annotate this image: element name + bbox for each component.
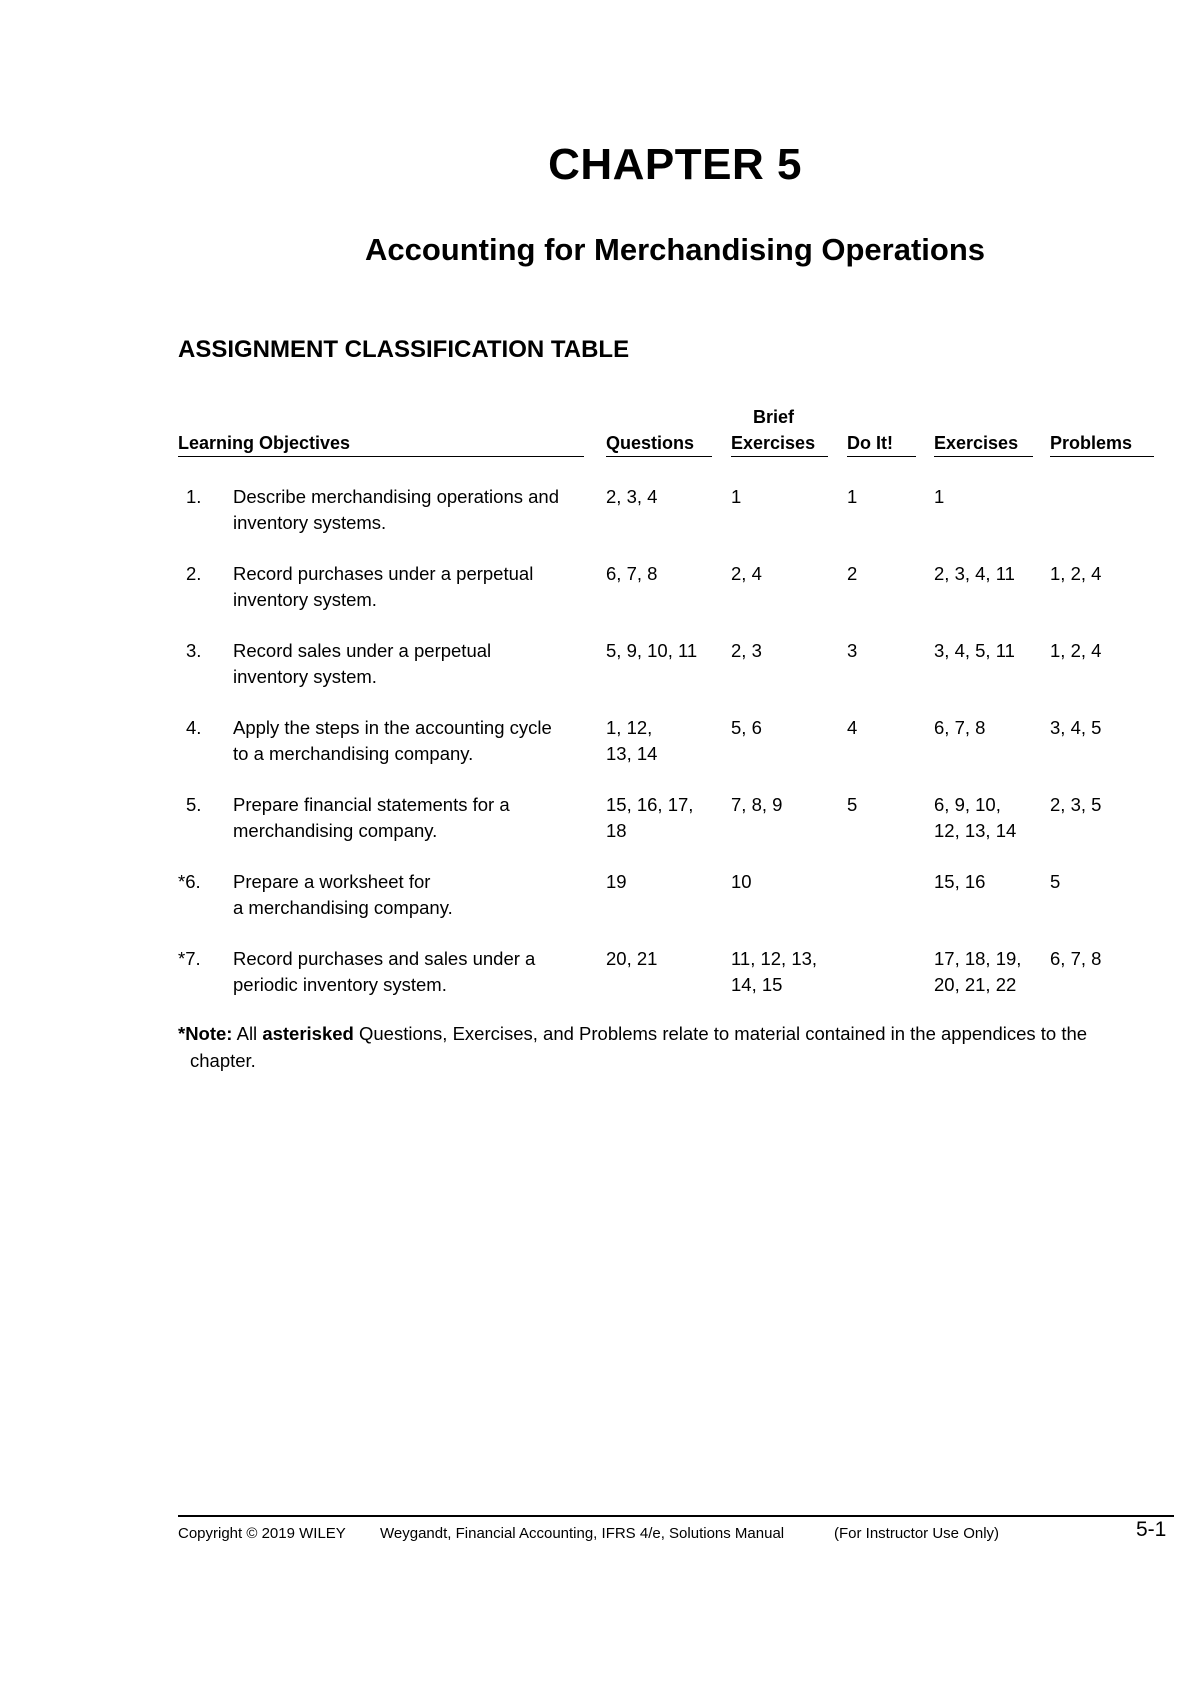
objective-number: 2. (186, 563, 202, 584)
header-questions: Questions (606, 430, 712, 457)
brief-exercises-cell: 2, 4 (731, 563, 762, 584)
exercises-cell: 6, 7, 8 (934, 717, 986, 738)
questions-cell: 1, 12, 13, 14 (606, 717, 658, 764)
brief-exercises-cell: 1 (731, 486, 742, 507)
note-text-before: All (232, 1023, 263, 1044)
note-emphasis: asterisked (262, 1023, 354, 1044)
questions-cell: 6, 7, 8 (606, 563, 658, 584)
do-it-cell: 4 (847, 717, 858, 738)
problems-cell: 6, 7, 8 (1050, 948, 1102, 969)
footer-copyright: Copyright © 2019 WILEY (178, 1525, 346, 1542)
brief-exercises-cell: 7, 8, 9 (731, 794, 783, 815)
questions-cell: 5, 9, 10, 11 (606, 640, 698, 661)
do-it-cell: 5 (847, 794, 858, 815)
note-text-after: Questions, Exercises, and Problems relate to material contained in the appendices to the (353, 1023, 1088, 1044)
questions-cell: 15, 16, 17, 18 (606, 794, 694, 841)
note-prefix: *Note: (178, 1023, 233, 1044)
objective-number: 5. (186, 794, 202, 815)
objective-text: Prepare financial statements for a merchandising company. (233, 794, 510, 841)
chapter-subtitle: Accounting for Merchandising Operations (364, 232, 986, 267)
exercises-cell: 1 (934, 486, 945, 507)
header-do-it: Do It! (847, 430, 916, 457)
brief-exercises-cell: 5, 6 (731, 717, 762, 738)
problems-cell: 1, 2, 4 (1050, 563, 1102, 584)
exercises-cell: 3, 4, 5, 11 (934, 640, 1015, 661)
questions-cell: 20, 21 (606, 948, 658, 969)
page-number: 5-1 (1136, 1518, 1167, 1541)
objective-text: Record sales under a perpetual inventory system. (233, 640, 492, 687)
problems-cell: 2, 3, 5 (1050, 794, 1102, 815)
header-problems: Problems (1050, 430, 1154, 457)
objective-number: *7. (178, 948, 201, 969)
footer-book: Weygandt, Financial Accounting, IFRS 4/e, Solutions Manual (380, 1525, 785, 1542)
footer-rule (178, 1515, 1174, 1517)
problems-cell: 1, 2, 4 (1050, 640, 1102, 661)
exercises-cell: 2, 3, 4, 11 (934, 563, 1015, 584)
header-exercises: Exercises (934, 430, 1033, 457)
chapter-title: CHAPTER 5 (548, 140, 802, 189)
header-brief-top: Brief (753, 407, 795, 427)
problems-cell: 3, 4, 5 (1050, 717, 1102, 738)
objective-number: 3. (186, 640, 202, 661)
do-it-cell: 2 (847, 563, 858, 584)
exercises-cell: 17, 18, 19, 20, 21, 22 (934, 948, 1022, 995)
brief-exercises-cell: 10 (731, 871, 752, 892)
objective-number: *6. (178, 871, 201, 892)
note-continuation: chapter. (190, 1050, 256, 1071)
questions-cell: 2, 3, 4 (606, 486, 658, 507)
section-heading: ASSIGNMENT CLASSIFICATION TABLE (178, 336, 630, 363)
objective-text: Prepare a worksheet for a merchandising company. (233, 871, 453, 918)
objective-number: 4. (186, 717, 202, 738)
objective-number: 1. (186, 486, 202, 507)
header-learning-objectives: Learning Objectives (178, 430, 584, 457)
header-brief-exercises: Exercises (731, 430, 828, 457)
questions-cell: 19 (606, 871, 627, 892)
brief-exercises-cell: 11, 12, 13, 14, 15 (731, 948, 818, 995)
do-it-cell: 3 (847, 640, 858, 661)
appendix-note (178, 1020, 1178, 1074)
objective-text: Apply the steps in the accounting cycle to a merchandising company. (233, 717, 552, 764)
brief-exercises-cell: 2, 3 (731, 640, 762, 661)
problems-cell: 5 (1050, 871, 1061, 892)
objective-text: Record purchases and sales under a periodic inventory system. (233, 948, 536, 995)
exercises-cell: 6, 9, 10, 12, 13, 14 (934, 794, 1017, 841)
objective-text: Describe merchandising operations and inventory systems. (233, 486, 559, 533)
objective-text: Record purchases under a perpetual inventory system. (233, 563, 534, 610)
do-it-cell: 1 (847, 486, 858, 507)
footer-usage: (For Instructor Use Only) (834, 1525, 1000, 1542)
exercises-cell: 15, 16 (934, 871, 986, 892)
